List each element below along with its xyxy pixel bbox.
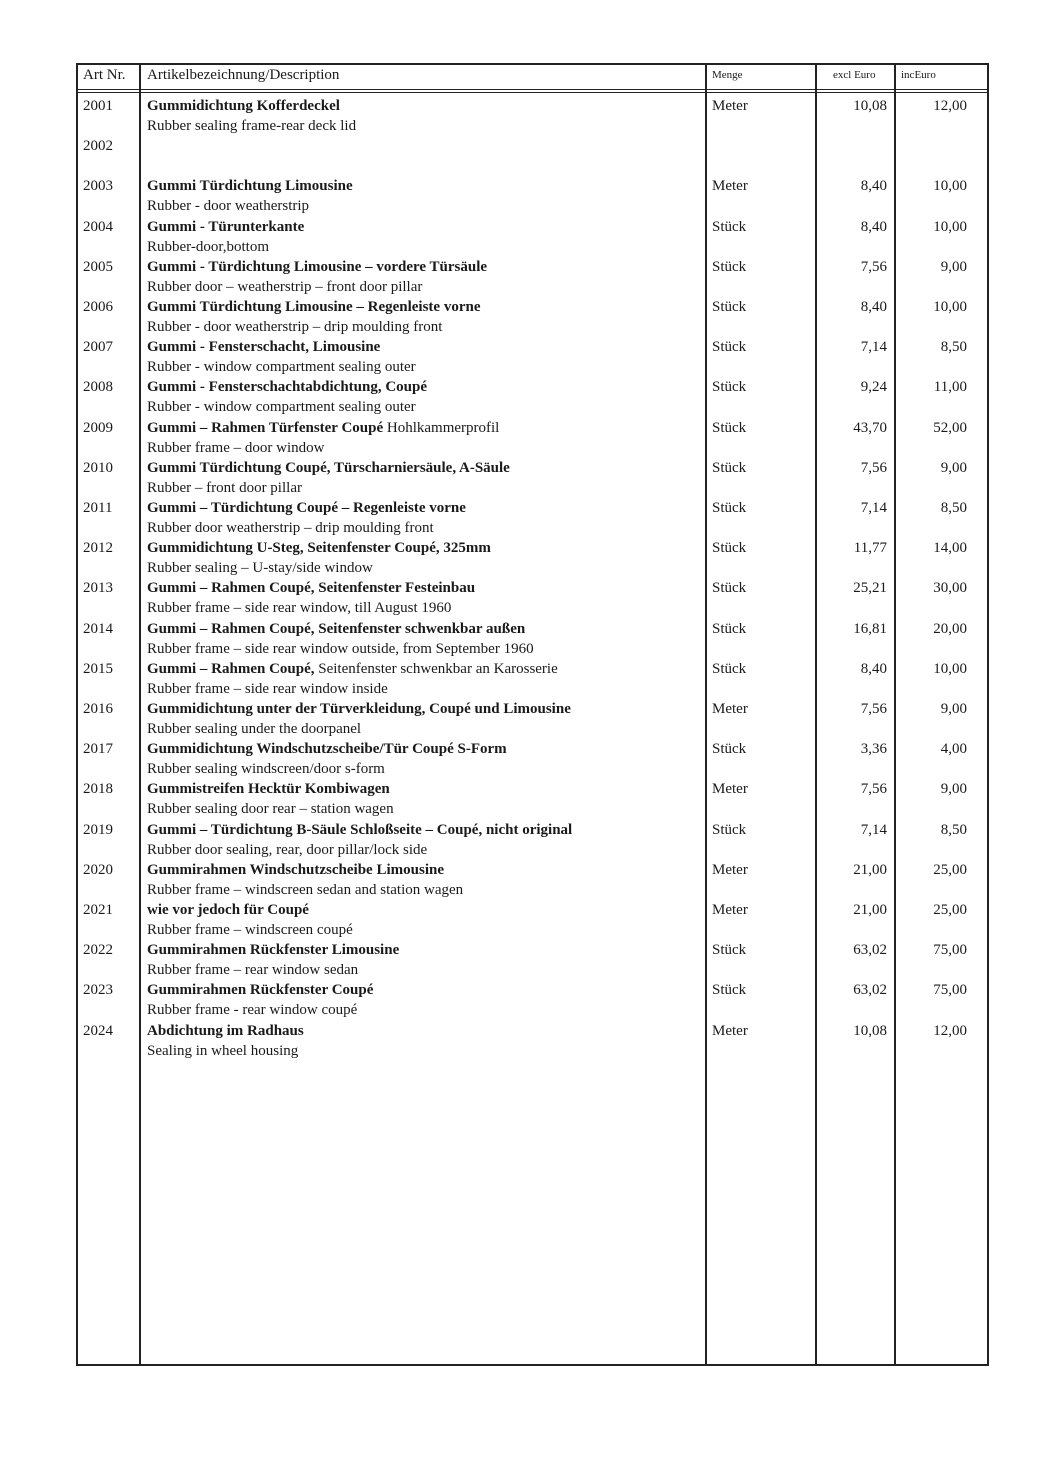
unit: Meter <box>712 902 748 918</box>
description-en: Rubber frame – side rear window outside, from September 1960 <box>147 640 534 657</box>
article-number: 2021 <box>83 902 113 918</box>
description-de: Gummi – Rahmen Coupé, Seitenfenster schwenkbar an Karosserie <box>147 660 558 677</box>
header-art-nr: Art Nr. <box>83 67 126 83</box>
description-de: Gummistreifen Hecktür Kombiwagen <box>147 781 390 798</box>
header-incl-euro: incEuro <box>901 69 936 81</box>
unit: Stück <box>712 218 747 235</box>
table-row <box>78 138 987 178</box>
price-incl: 11,00 <box>933 379 967 396</box>
price-incl: 4,00 <box>940 741 967 758</box>
table-row <box>78 701 987 741</box>
table-row <box>78 580 987 620</box>
article-number: 2001 <box>83 98 113 114</box>
unit: Stück <box>712 540 747 557</box>
table-row <box>78 540 987 580</box>
description-en: Rubber sealing frame-rear deck lid <box>147 118 357 134</box>
price-incl: 9,00 <box>940 701 967 717</box>
price-incl: 25,00 <box>933 861 967 878</box>
price-excl: 7,56 <box>860 781 887 798</box>
description-de: Gummi – Türdichtung B-Säule Schloßseite – Coupé, nicht original <box>147 821 573 838</box>
description-en: Rubber frame – rear window sedan <box>147 962 359 979</box>
price-excl: 63,02 <box>853 942 887 959</box>
table-row <box>78 982 987 1022</box>
table-row <box>78 460 987 500</box>
price-incl: 9,00 <box>940 781 967 798</box>
description-de: wie vor jedoch für Coupé <box>147 902 309 918</box>
description-de-extra: Seitenfenster schwenkbar an Karosserie <box>314 660 558 677</box>
price-list-table <box>76 63 989 1366</box>
table-row <box>78 219 987 259</box>
table-row <box>78 902 987 942</box>
header-divider <box>78 89 987 93</box>
description-de: Gummi – Türdichtung Coupé – Regenleiste vorne <box>147 500 466 516</box>
unit: Stück <box>712 339 747 356</box>
price-excl: 7,56 <box>860 701 887 717</box>
header-menge: Menge <box>712 69 743 81</box>
description-en: Rubber door sealing, rear, door pillar/lock side <box>147 841 428 858</box>
description-de: Gummi - Fensterschacht, Limousine <box>147 339 381 356</box>
price-excl: 16,81 <box>853 620 887 637</box>
unit: Meter <box>712 178 748 195</box>
price-incl: 9,00 <box>940 258 967 275</box>
description-de: Gummi Türdichtung Limousine – Regenleiste vorne <box>147 299 481 315</box>
price-incl: 52,00 <box>933 419 967 436</box>
description-en: Rubber frame – side rear window inside <box>147 680 388 697</box>
description-de: Gummidichtung unter der Türverkleidung, Coupé und Limousine <box>147 701 571 717</box>
unit: Meter <box>712 861 748 878</box>
price-excl: 8,40 <box>860 299 887 315</box>
unit: Stück <box>712 419 747 436</box>
description-de: Gummi - Fensterschachtabdichtung, Coupé <box>147 379 428 396</box>
description-de: Gummi - Türdichtung Limousine – vordere Türsäule <box>147 258 488 275</box>
unit: Stück <box>712 942 747 959</box>
description-de: Gummidichtung U-Steg, Seitenfenster Coupé, 325mm <box>147 540 491 557</box>
table-row <box>78 741 987 781</box>
article-number: 2013 <box>83 580 113 597</box>
description-en: Rubber frame - rear window coupé <box>147 1002 358 1019</box>
article-number: 2016 <box>83 701 113 717</box>
article-number: 2006 <box>83 299 113 315</box>
unit: Stück <box>712 500 747 516</box>
price-excl: 63,02 <box>853 982 887 999</box>
article-number: 2008 <box>83 379 113 396</box>
description-en: Rubber frame – windscreen sedan and station wagen <box>147 881 464 898</box>
price-incl: 9,00 <box>940 459 967 476</box>
price-incl: 8,50 <box>940 500 967 516</box>
price-excl: 7,14 <box>860 821 887 838</box>
description-de: Gummi – Rahmen Coupé, Seitenfenster Festeinbau <box>147 580 476 597</box>
price-excl: 7,56 <box>860 258 887 275</box>
article-number: 2012 <box>83 540 113 557</box>
price-incl: 10,00 <box>933 178 967 195</box>
price-excl: 21,00 <box>853 861 887 878</box>
unit: Stück <box>712 258 747 275</box>
article-number: 2022 <box>83 942 113 959</box>
price-excl: 10,08 <box>853 98 887 114</box>
price-excl: 25,21 <box>853 580 887 597</box>
article-number: 2017 <box>83 741 113 758</box>
description-en: Sealing in wheel housing <box>147 1042 299 1059</box>
table-row <box>78 379 987 419</box>
price-incl: 75,00 <box>933 982 967 999</box>
price-excl: 11,77 <box>853 540 887 557</box>
unit: Stück <box>712 379 747 396</box>
table-row <box>78 942 987 982</box>
price-excl: 21,00 <box>853 902 887 918</box>
price-incl: 14,00 <box>933 540 967 557</box>
article-number: 2011 <box>83 500 113 516</box>
description-en: Rubber – front door pillar <box>147 479 302 496</box>
unit: Stück <box>712 982 747 999</box>
table-row <box>78 781 987 821</box>
price-excl: 3,36 <box>860 741 887 758</box>
table-row <box>78 259 987 299</box>
unit: Stück <box>712 580 747 597</box>
price-incl: 12,00 <box>933 98 967 114</box>
price-incl: 8,50 <box>940 339 967 356</box>
description-en: Rubber - window compartment sealing outer <box>147 359 416 376</box>
description-en: Rubber-door,bottom <box>147 238 269 255</box>
article-number: 2009 <box>83 419 113 436</box>
description-en: Rubber - door weatherstrip <box>147 198 310 215</box>
price-excl: 7,14 <box>860 339 887 356</box>
description-de: Gummi - Türunterkante <box>147 218 305 235</box>
unit: Stück <box>712 821 747 838</box>
price-incl: 12,00 <box>933 1022 967 1039</box>
price-excl: 9,24 <box>860 379 887 396</box>
price-incl: 25,00 <box>933 902 967 918</box>
description-en: Rubber door weatherstrip – drip moulding front <box>147 520 434 536</box>
article-number: 2018 <box>83 781 113 798</box>
article-number: 2015 <box>83 660 113 677</box>
description-de: Gummidichtung Windschutzscheibe/Tür Coupé S-Form <box>147 741 507 758</box>
price-incl: 30,00 <box>933 580 967 597</box>
description-de: Gummi Türdichtung Limousine <box>147 178 353 195</box>
table-row <box>78 862 987 902</box>
description-de: Gummirahmen Windschutzscheibe Limousine <box>147 861 444 878</box>
description-de: Gummi – Rahmen Türfenster Coupé Hohlkammerprofil <box>147 419 500 436</box>
description-de: Abdichtung im Radhaus <box>147 1022 304 1039</box>
unit: Stück <box>712 459 747 476</box>
table-row <box>78 500 987 540</box>
description-en: Rubber - door weatherstrip – drip moulding front <box>147 319 443 335</box>
unit: Stück <box>712 741 747 758</box>
price-excl: 43,70 <box>853 419 887 436</box>
article-number: 2004 <box>83 218 113 235</box>
table-row <box>78 339 987 379</box>
header-description: Artikelbezeichnung/Description <box>147 67 340 83</box>
price-incl: 8,50 <box>940 821 967 838</box>
description-en: Rubber frame – side rear window, till August 1960 <box>147 600 452 617</box>
article-number: 2005 <box>83 258 113 275</box>
table-row <box>78 299 987 339</box>
price-excl: 7,56 <box>860 459 887 476</box>
price-incl: 20,00 <box>933 620 967 637</box>
price-incl: 10,00 <box>933 218 967 235</box>
description-en: Rubber sealing windscreen/door s-form <box>147 761 385 778</box>
description-de: Gummirahmen Rückfenster Limousine <box>147 942 400 959</box>
description-en: Rubber - window compartment sealing outer <box>147 399 416 416</box>
price-excl: 7,14 <box>860 500 887 516</box>
table-row <box>78 420 987 460</box>
description-de-extra: Hohlkammerprofil <box>383 419 500 436</box>
table-row <box>78 178 987 218</box>
article-number: 2023 <box>83 982 113 999</box>
price-excl: 8,40 <box>860 178 887 195</box>
price-incl: 10,00 <box>933 299 967 315</box>
article-number: 2024 <box>83 1022 113 1039</box>
description-de: Gummirahmen Rückfenster Coupé <box>147 982 374 999</box>
unit: Meter <box>712 98 748 114</box>
description-en: Rubber sealing door rear – station wagen <box>147 801 394 818</box>
description-de: Gummi Türdichtung Coupé, Türscharniersäule, A-Säule <box>147 459 510 476</box>
price-incl: 75,00 <box>933 942 967 959</box>
description-en: Rubber frame – door window <box>147 439 325 456</box>
unit: Stück <box>712 620 747 637</box>
article-number: 2010 <box>83 459 113 476</box>
description-en: Rubber frame – windscreen coupé <box>147 922 353 938</box>
price-excl: 8,40 <box>860 218 887 235</box>
table-row <box>78 1023 987 1063</box>
description-de: Gummidichtung Kofferdeckel <box>147 98 340 114</box>
unit: Stück <box>712 660 747 677</box>
description-en: Rubber sealing under the doorpanel <box>147 721 362 737</box>
unit: Meter <box>712 1022 748 1039</box>
unit: Meter <box>712 701 748 717</box>
description-de: Gummi – Rahmen Coupé, Seitenfenster schwenkbar außen <box>147 620 526 637</box>
header-excl-euro: excl Euro <box>833 69 876 81</box>
article-number: 2002 <box>83 138 113 155</box>
description-en: Rubber door – weatherstrip – front door pillar <box>147 278 423 295</box>
table-row <box>78 621 987 661</box>
article-number: 2020 <box>83 861 113 878</box>
article-number: 2003 <box>83 178 113 195</box>
unit: Stück <box>712 299 747 315</box>
unit: Meter <box>712 781 748 798</box>
article-number: 2019 <box>83 821 113 838</box>
table-row <box>78 98 987 138</box>
table-row <box>78 661 987 701</box>
description-en: Rubber sealing – U-stay/side window <box>147 560 373 577</box>
article-number: 2007 <box>83 339 113 356</box>
table-row <box>78 822 987 862</box>
price-excl: 10,08 <box>853 1022 887 1039</box>
price-incl: 10,00 <box>933 660 967 677</box>
price-excl: 8,40 <box>860 660 887 677</box>
article-number: 2014 <box>83 620 113 637</box>
